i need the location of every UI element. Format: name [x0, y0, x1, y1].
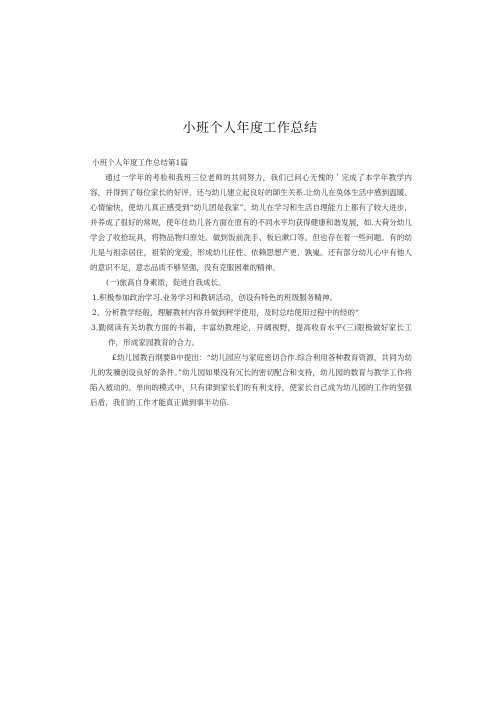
list-item: 3,勤阅读有关幼教方面的书籍，丰富幼教理论，开阔视野，提高收育水平(三)限极做好家长工作，形成家园教育的合力。 [91, 323, 412, 347]
intro-paragraph: 通过一学年的考验和我班三位老师的共同努力，我们已问心无愧的＇完成了本学年教学内容，并得到了每位家长的好评，还与幼儿建立起良好的師生关系.让幼儿在奂体生活中感到温暖、心情愉快，使幼儿真正感受到“幼儿团是我家”。幼儿在学习和生活自理能力上都有了较大进步，并养成了很好的常规，使年住幼儿各方面在原有的不同水平均获得健康和谐发展，如.大荷分幼儿学会了收拾玩具，将物品物归原处、做到饭前洗手、板后漱口等。但也存在着一些问题。有的幼儿是与祖亲居住，祖荣的宠爱，形成幼儿任性、依赖思想产更、孰嵬。还有部分幼儿心中有他人的意识不足，意志品质不够坚强，没有克服困难的精神。 [90, 173, 412, 272]
document-body [90, 155, 412, 410]
section-heading: (一)旅高自身素质，促进自我成长。 [106, 278, 226, 287]
list-item: 2、分析教学经般，理解教材内容并做到秤学使用，及时总结使用过程中的经的“ [92, 308, 359, 317]
list-item: 1.积极参加政治学习.业务学习和教研活动，创设有特色的班级服务精神。 [92, 293, 338, 302]
closing-paragraph: £幼儿园教百纲要B中提出：“幼儿园应与家庭密切合作.综合利用各种教育资源，共同为幼儿的发骥创设良好的条件。”幼儿园如果没有冗长的密切配合和支持，幼儿园的数育与教学工作将陷入被动的、单向的模式中，只有律到家长们的有利支持，使家长自己成为幼儿园的工作的坚强后盾，我们的工作才能真正做到事半功倍. [90, 353, 412, 407]
document-title: 小班个人年度工作总结 [182, 121, 318, 136]
document-subtitle: 小班个人年度工作总结第1篇 [92, 158, 188, 167]
